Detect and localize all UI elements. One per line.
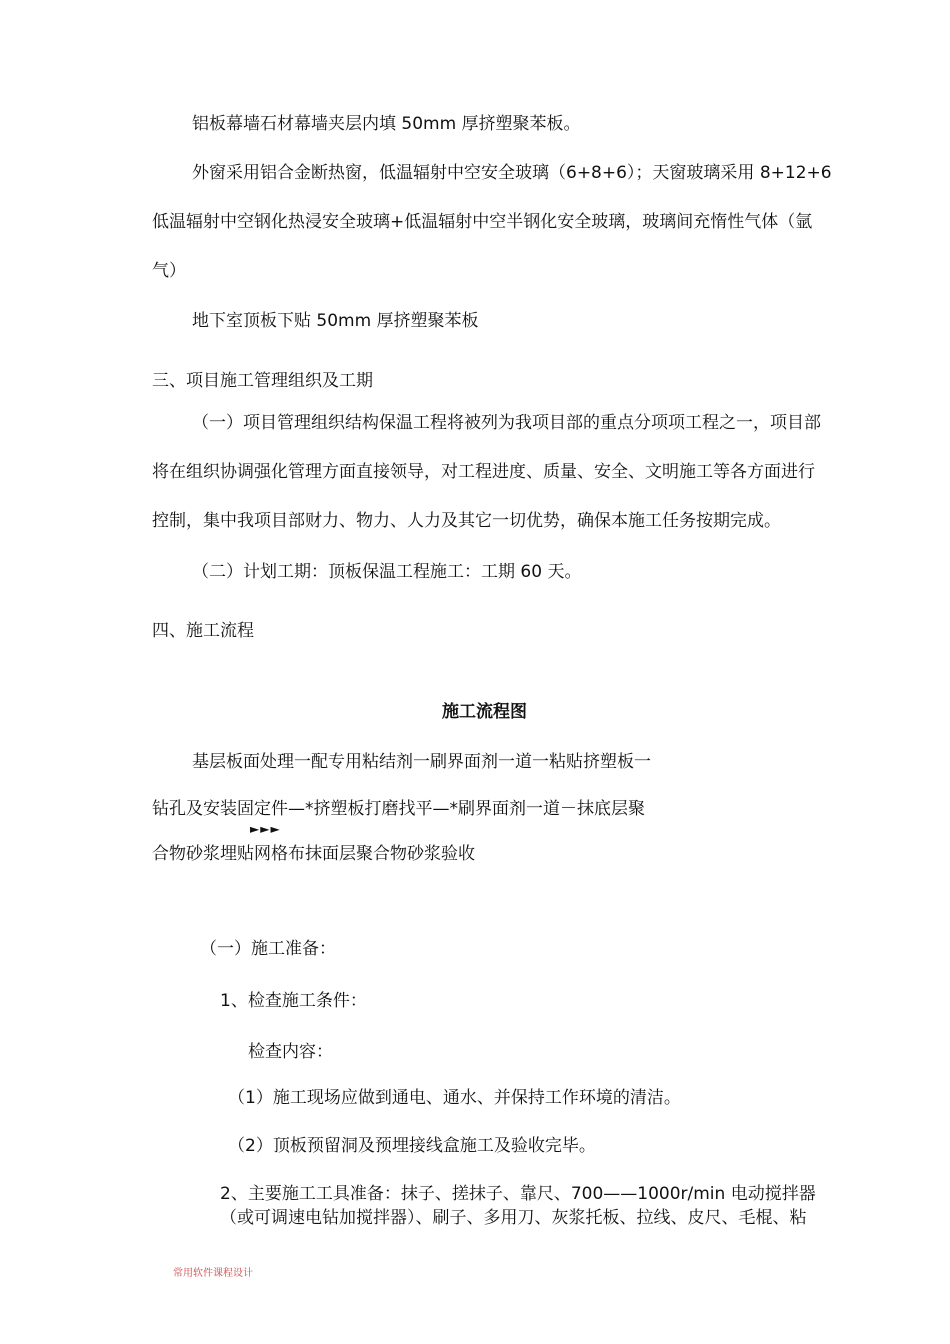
paragraph-line: 低温辐射中空钢化热浸安全玻璃+低温辐射中空半钢化安全玻璃，玻璃间充惰性气体（氩: [152, 212, 813, 232]
section-heading: 四、施工流程: [152, 621, 254, 641]
paragraph-line: 气）: [152, 261, 186, 281]
paragraph-line: （二）计划工期：顶板保温工程施工：工期 60 天。: [192, 562, 582, 582]
list-item-continuation: （或可调速电钻加搅拌器）、刷子、多用刀、灰浆托板、拉线、皮尺、毛棍、粘: [220, 1208, 807, 1228]
paragraph-line: 地下室顶板下贴 50mm 厚挤塑聚苯板: [192, 311, 479, 331]
list-item: 2、主要施工工具准备：抹子、搓抹子、靠尺、700——1000r/min 电动搅拌器: [220, 1184, 816, 1204]
flow-line: 合物砂浆埋贴网格布抹面层聚合物砂浆验收: [152, 844, 475, 864]
section-heading: 三、项目施工管理组织及工期: [152, 371, 373, 391]
paragraph-line: 控制，集中我项目部财力、物力、人力及其它一切优势，确保本施工任务按期完成。: [152, 511, 781, 531]
paragraph-line: （一）项目管理组织结构保温工程将被列为我项目部的重点分项项工程之一，项目部: [192, 413, 821, 433]
subsection-heading: （一）施工准备：: [200, 939, 336, 959]
flow-line: 基层板面处理一配专用粘结剂一刷界面剂一道一粘贴挤塑板一: [192, 752, 651, 772]
list-label: 检查内容：: [248, 1042, 333, 1062]
list-item: 1、检查施工条件：: [220, 991, 367, 1011]
paragraph-line: 将在组织协调强化管理方面直接领导，对工程进度、质量、安全、文明施工等各方面进行: [152, 462, 815, 482]
flow-line: 钻孔及安装固定件—*挤塑板打磨找平—*刷界面剂一道－抹底层聚: [152, 799, 645, 819]
list-item: （1）施工现场应做到通电、通水、并保持工作环境的清洁。: [228, 1088, 681, 1108]
list-item: （2）顶板预留洞及预埋接线盒施工及验收完毕。: [228, 1136, 596, 1156]
paragraph-line: 外窗采用铝合金断热窗，低温辐射中空安全玻璃（6+8+6）；天窗玻璃采用 8+12+6: [192, 163, 832, 183]
paragraph-line: 铝板幕墙石材幕墙夹层内填 50mm 厚挤塑聚苯板。: [192, 114, 581, 134]
flow-chart-title: 施工流程图: [442, 702, 527, 722]
flow-arrows-icon: ►►►: [250, 822, 281, 836]
footer-note: 常用软件课程设计: [173, 1268, 253, 1279]
